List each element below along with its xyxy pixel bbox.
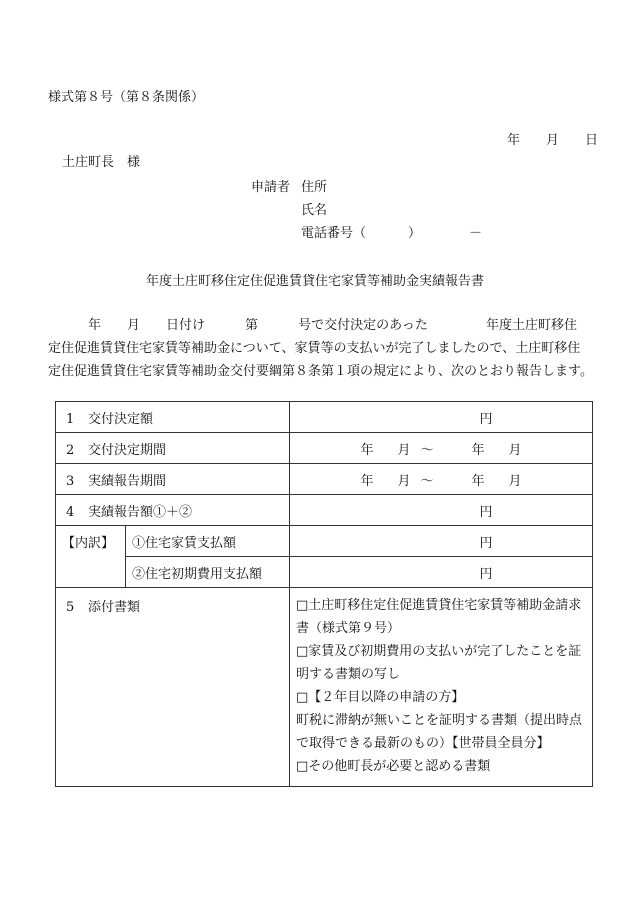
table-row xyxy=(56,495,593,526)
body-year: 年 xyxy=(88,318,102,333)
breakdown-label: 【内訳】 xyxy=(56,526,126,588)
body-month: 月 xyxy=(127,318,141,333)
row-label: 4 実績報告額①＋② xyxy=(56,495,290,526)
attachment-item: 町税に滞納が無いことを証明する書類（提出時点で取得できる最新のもの）【世帯員全員分】 xyxy=(296,713,583,751)
attachment-item: □その他町長が必要と認める書類 xyxy=(296,759,491,774)
body-decision: 号で交付決定のあった xyxy=(298,318,428,333)
addressee: 土庄町長 様 xyxy=(62,155,141,170)
body-text xyxy=(48,314,600,383)
table-row xyxy=(56,464,593,495)
date-year: 年 xyxy=(506,133,520,148)
name-label: 氏名 xyxy=(301,203,328,218)
attachments-label: 5 添付書類 xyxy=(56,588,290,787)
body-line-3: 定住促進賃貸住宅家賃等補助金交付要綱第８条第１項の規定により、次のとおり報告します。 xyxy=(48,364,593,379)
applicant-block xyxy=(251,174,482,243)
body-line-2: 定住促進賃貸住宅家賃等補助金について、家賃等の支払いが完了しましたので、土庄町移住 xyxy=(48,341,581,356)
table-row xyxy=(56,588,593,787)
breakdown-initial-value: 円 xyxy=(290,557,593,588)
report-table xyxy=(55,401,593,787)
table-row xyxy=(56,557,593,588)
breakdown-rent-label: ①住宅家賃支払額 xyxy=(126,526,290,557)
body-no: 第 xyxy=(245,318,259,333)
attachments-list xyxy=(290,588,593,787)
applicant-role-label: 申請者 xyxy=(251,180,291,195)
table-row xyxy=(56,526,593,557)
row-label: 1 交付決定額 xyxy=(56,402,290,433)
table-row xyxy=(56,402,593,433)
row-value: 円 xyxy=(290,402,593,433)
date-month: 月 xyxy=(545,133,559,148)
body-fiscal-year: 年度土庄町移住 xyxy=(485,318,577,333)
breakdown-initial-label: ②住宅初期費用支払額 xyxy=(126,557,290,588)
address-label: 住所 xyxy=(301,180,328,195)
table-row xyxy=(56,433,593,464)
row-value: 円 xyxy=(290,495,593,526)
phone-dash: － xyxy=(469,226,483,241)
date-day: 日 xyxy=(584,133,598,148)
document-title: 年度土庄町移住定住促進賃貸住宅家賃等補助金実績報告書 xyxy=(145,274,484,289)
breakdown-rent-value: 円 xyxy=(290,526,593,557)
row-label: 2 交付決定期間 xyxy=(56,433,290,464)
attachment-item: □土庄町移住定住促進賃貸住宅家賃等補助金請求書（様式第９号） xyxy=(296,598,582,636)
phone-close: ） xyxy=(408,226,422,241)
form-number: 様式第８号（第８条関係） xyxy=(48,90,205,105)
date-line xyxy=(0,129,598,148)
attachment-item: □家賃及び初期費用の支払いが完了したことを証明する書類の写し xyxy=(296,644,582,682)
phone-label: 電話番号（ xyxy=(301,226,367,241)
body-date: 日付け xyxy=(166,318,206,333)
row-label: 3 実績報告期間 xyxy=(56,464,290,495)
row-value: 年 月 ～ 年 月 xyxy=(290,464,593,495)
attachment-item: □【２年目以降の申請の方】 xyxy=(296,690,465,705)
row-value: 年 月 ～ 年 月 xyxy=(290,433,593,464)
body-line-1 xyxy=(48,314,600,337)
